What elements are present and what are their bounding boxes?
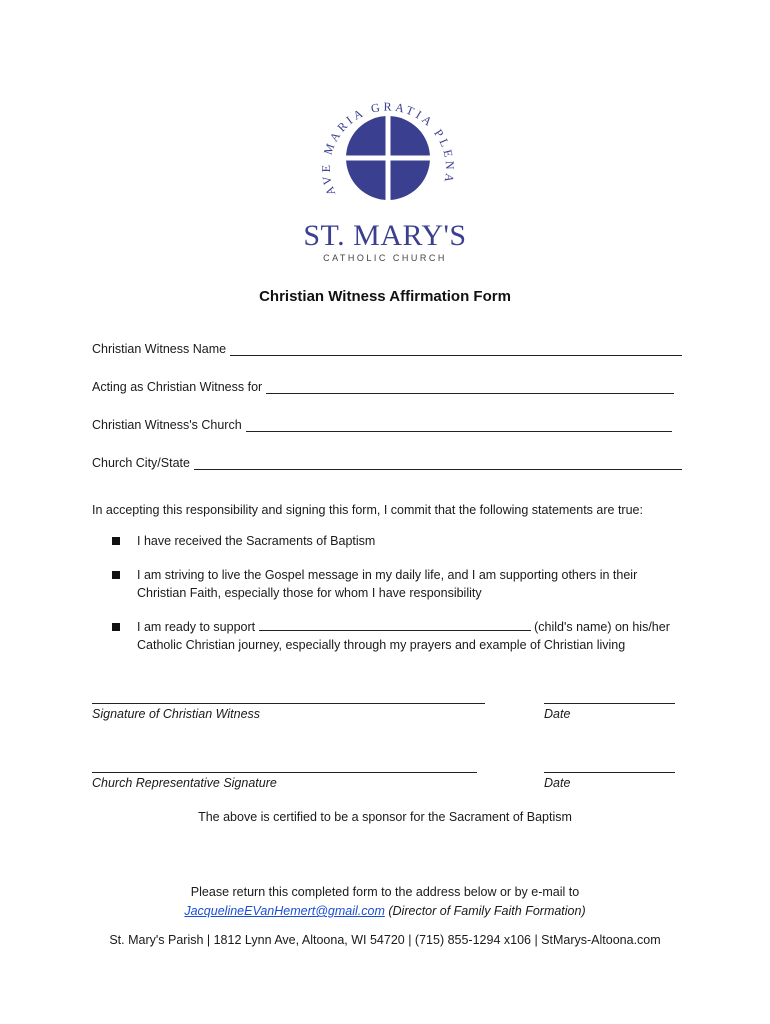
- director-title: (Director of Family Faith Formation): [388, 904, 586, 918]
- statement-text: I am striving to live the Gospel message in my daily life, and I am supporting others in their Christian Faith, especially those for whom I have responsibility: [137, 568, 638, 600]
- rep-date-line[interactable]: [544, 772, 675, 773]
- certification-text: The above is certified to be a sponsor for the Sacrament of Baptism: [198, 810, 572, 824]
- church-subtitle: CATHOLIC CHURCH: [323, 253, 447, 263]
- rep-date-label: Date: [544, 776, 571, 790]
- acting-for-label: Acting as Christian Witness for: [92, 380, 263, 394]
- statement-text: I have received the Sacraments of Baptism: [137, 534, 376, 548]
- form-title: Christian Witness Affirmation Form: [259, 288, 511, 305]
- svg-text:AVE MARIA GRATIA PLENA: AVE MARIA GRATIA PLENA: [318, 99, 458, 198]
- acting-for-field[interactable]: [92, 380, 674, 394]
- witness-signature-label: Signature of Christian Witness: [92, 707, 261, 721]
- witness-church-label: Christian Witness's Church: [92, 418, 242, 432]
- parish-footer: St. Mary's Parish | 1812 Lynn Ave, Altoona, WI 54720 | (715) 855-1294 x106 | StMarys-Altoona.com: [109, 933, 661, 947]
- church-seal-logo: [318, 88, 458, 228]
- city-state-label: Church City/State: [92, 456, 190, 470]
- witness-name-field[interactable]: [92, 342, 682, 356]
- statement-text: [137, 618, 682, 654]
- witness-church-input-line[interactable]: [246, 420, 672, 432]
- contact-line: [0, 904, 770, 918]
- statement-part-a: I am ready to support: [137, 620, 256, 634]
- witness-signature-line[interactable]: [92, 703, 485, 704]
- witness-church-field[interactable]: [92, 418, 672, 432]
- church-name: ST. MARY'S: [303, 219, 467, 252]
- bullet-square-icon: [112, 623, 120, 631]
- city-state-input-line[interactable]: [194, 458, 682, 470]
- witness-date-label: Date: [544, 707, 571, 721]
- witness-name-label: Christian Witness Name: [92, 342, 227, 356]
- intro-text: In accepting this responsibility and signing this form, I commit that the following statements are true:: [92, 503, 643, 517]
- witness-name-input-line[interactable]: [230, 344, 682, 356]
- return-instructions: Please return this completed form to the address below or by e-mail to: [190, 885, 580, 899]
- rep-signature-line[interactable]: [92, 772, 477, 773]
- child-name-input-line[interactable]: [259, 620, 531, 631]
- acting-for-input-line[interactable]: [266, 382, 674, 394]
- witness-date-line[interactable]: [544, 703, 675, 704]
- bullet-square-icon: [112, 571, 120, 579]
- statement-part-b: (child's name) on his/her Catholic Christian journey, especially through my prayers and example of Christian living: [137, 620, 670, 652]
- rep-signature-label: Church Representative Signature: [92, 776, 277, 790]
- bullet-square-icon: [112, 537, 120, 545]
- city-state-field[interactable]: [92, 456, 682, 470]
- email-link[interactable]: JacquelineEVanHemert@gmail.com: [184, 904, 385, 918]
